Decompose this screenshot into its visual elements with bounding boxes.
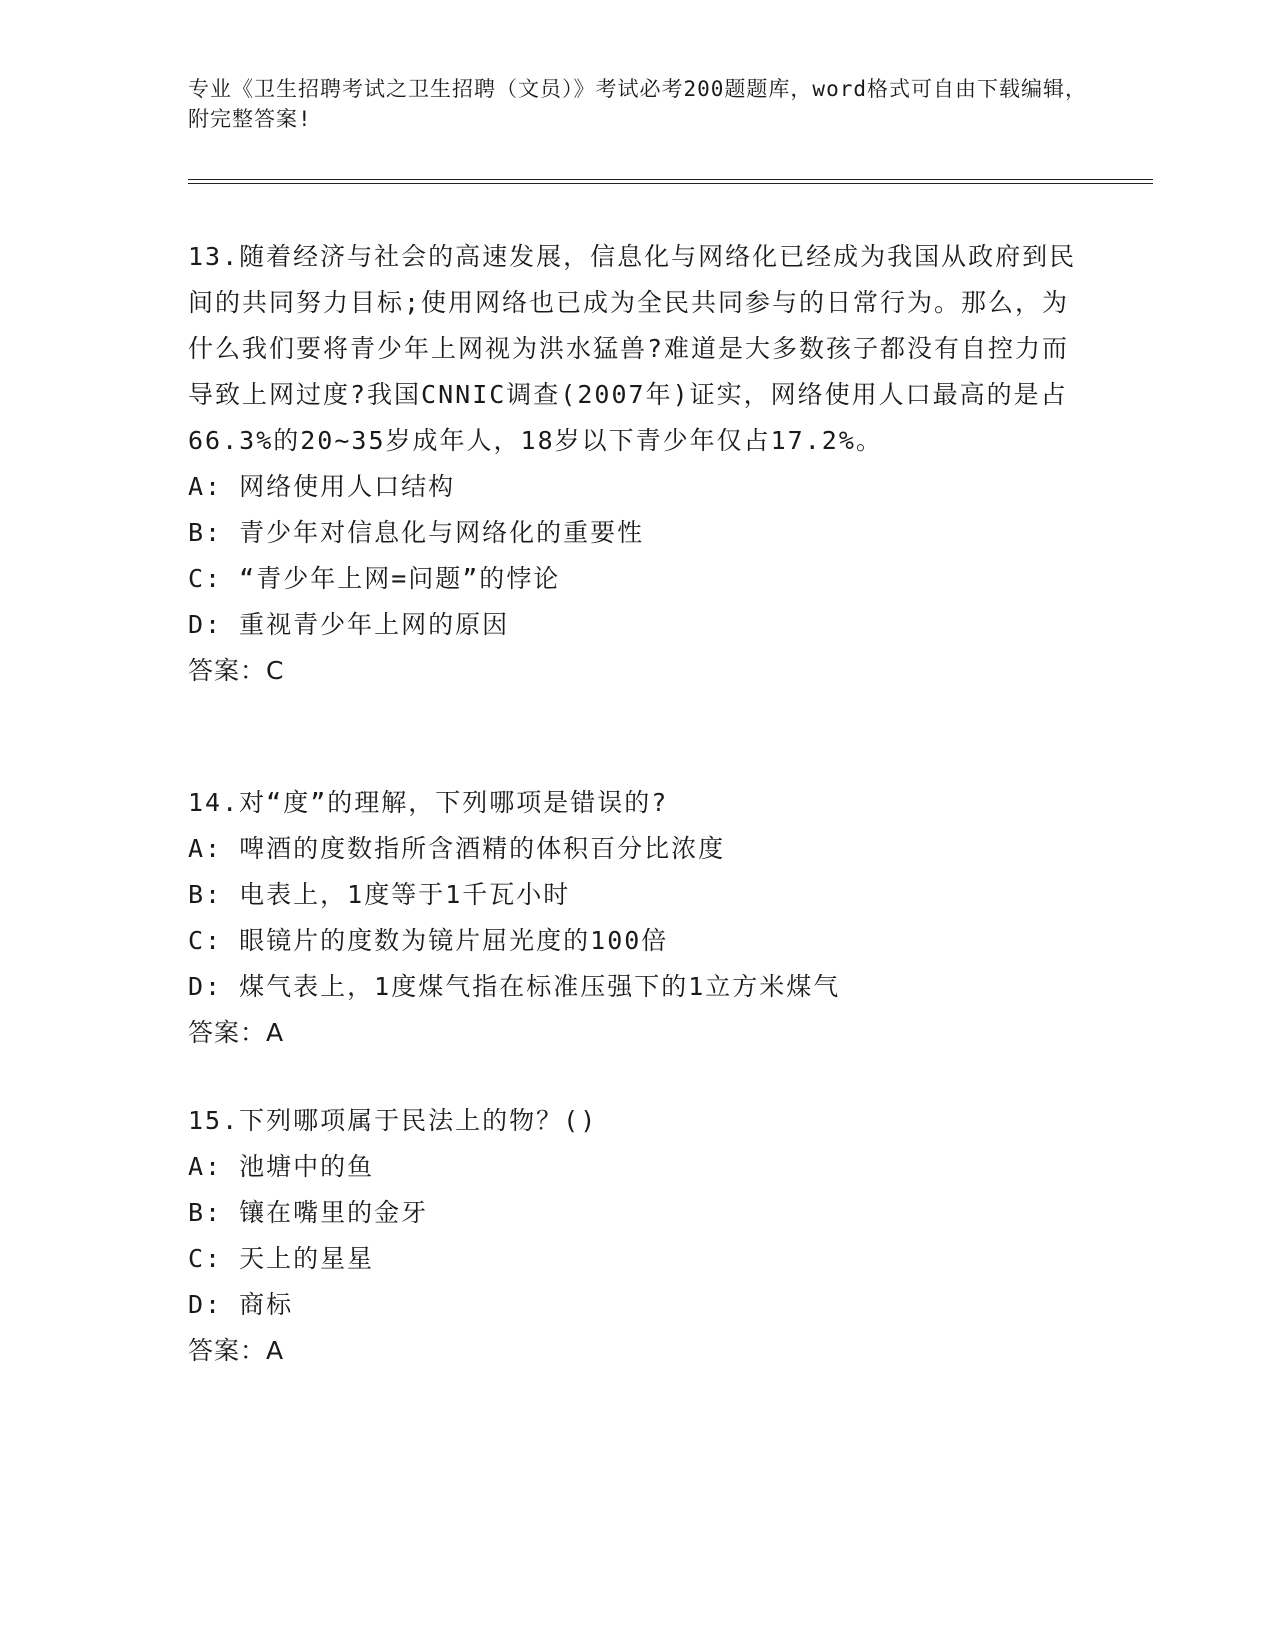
option-b: B: 青少年对信息化与网络化的重要性 [188, 518, 645, 547]
answer: 答案：A [188, 1336, 285, 1365]
option-d: D: 商标 [188, 1290, 294, 1319]
option-d: D: 煤气表上，1度煤气指在标准压强下的1立方米煤气 [188, 972, 841, 1001]
header-divider-top [188, 179, 1153, 180]
option-b: B: 镶在嘴里的金牙 [188, 1198, 429, 1227]
option-d: D: 重视青少年上网的原因 [188, 610, 510, 639]
option-c: C: “青少年上网=问题”的悖论 [188, 564, 561, 593]
question-15 [188, 1098, 1088, 1374]
option-c: C: 天上的星星 [188, 1244, 375, 1273]
option-a: A: 网络使用人口结构 [188, 472, 456, 501]
question-text: 14.对“度”的理解，下列哪项是错误的? [188, 788, 669, 817]
option-b: B: 电表上，1度等于1千瓦小时 [188, 880, 571, 909]
question-text: 15.下列哪项属于民法上的物？() [188, 1106, 598, 1135]
question-13 [188, 234, 1088, 694]
document-header: 专业《卫生招聘考试之卫生招聘（文员）》考试必考200题题库，word格式可自由下载编辑，附完整答案! [188, 77, 1087, 131]
option-a: A: 啤酒的度数指所含酒精的体积百分比浓度 [188, 834, 726, 863]
option-c: C: 眼镜片的度数为镜片屈光度的100倍 [188, 926, 669, 955]
answer: 答案：C [188, 656, 285, 685]
answer: 答案：A [188, 1018, 285, 1047]
question-14 [188, 780, 1088, 1056]
question-text: 13.随着经济与社会的高速发展，信息化与网络化已经成为我国从政府到民间的共同努力目标;使用网络也已成为全民共同参与的日常行为。那么，为什么我们要将青少年上网视为洪水猛兽?难道是大多数孩子都没有自控力而导致上网过度?我国CNNIC调查(2007年)证实，网络使用人口最高的是占66.3%的20~35岁成年人，18岁以下青少年仅占17.2%。 [188, 242, 1077, 455]
option-a: A: 池塘中的鱼 [188, 1152, 375, 1181]
header-divider-bottom [188, 183, 1153, 184]
